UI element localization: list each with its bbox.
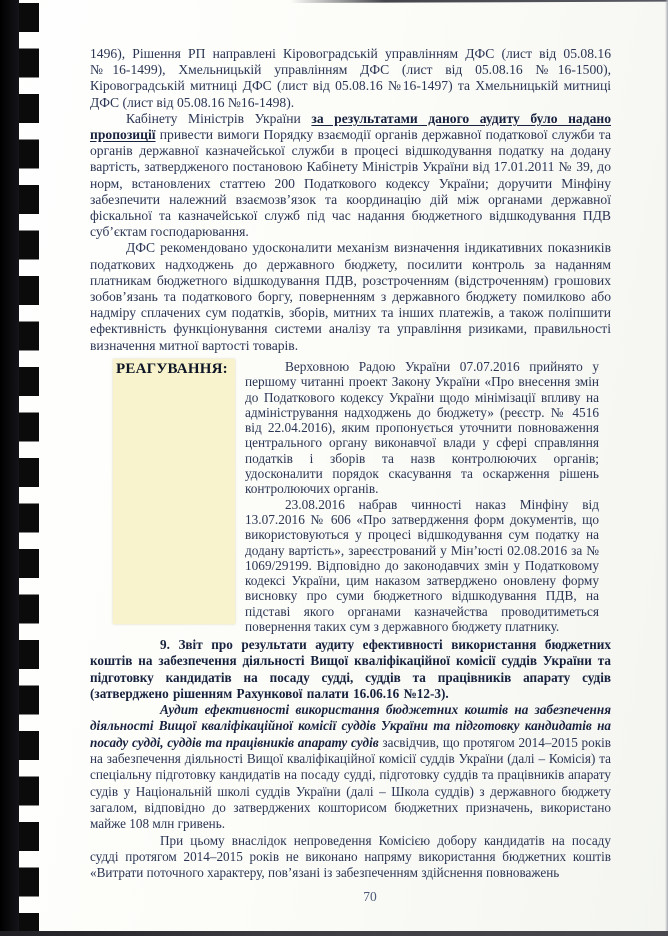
- scan-edge-top: [290, 0, 668, 3]
- body-text-block: [90, 46, 611, 354]
- dfs-recommendation-paragraph: ДФС рекомендовано удосконалити механізм визначення індикативних показників податкових надходжень до державного бюджету, посилити контроль за наданням платникам бюджетного відшкодування ПДВ, розстроченням (відстроченням) грошових зобов’язань та податкового боргу, поверненням з державного бюджету помилково або надміру сплачених сум податків, зборів, митних та інших платежів, а також поліпшити ефективність функціонування системи аналізу та управління ризиками, правильності визначення митної вартості товарів.: [90, 240, 611, 353]
- section-9-audit-paragraph: [90, 702, 611, 832]
- section-9-heading: 9. Звіт про результати аудиту ефективності використання бюджетних коштів на забезпечення діяльності Вищої кваліфікаційної комісії суддів України та підготовку кандидатів на посаду судді, суддів та працівників апарату судів (затверджено рішенням Рахункової палати 16.06.16 №12-3).: [90, 637, 611, 701]
- binding-comb-spine: [0, 0, 19, 936]
- section-9-block: [90, 637, 611, 881]
- cabinet-proposals-paragraph: [90, 111, 611, 241]
- reaction-paragraph-2: 23.08.2016 набрав чинності наказ Мінфіну від 13.07.2016 № 606 «Про затвердження форм документів, що використовуються у процесі відшкодування сум податку на додану вартість», зареєстрований у Мін’юсті 02.08.2016 за № 1069/29199. Відповідно до законодавчих змін у Податковому кодексі України, цим наказом затверджено оновлену форму висновку про суми бюджетного відшкодування ПДВ, на підставі якого органами казначейства проводитиметься повернення таких сум з державного бюджету платнику.: [245, 496, 599, 635]
- reaction-highlight-box: [113, 359, 235, 624]
- scan-edge-bottom: [0, 931, 668, 936]
- section-9-closing-paragraph: При цьому внаслідок непроведення Комісією добору кандидатів на посаду судді протягом 2014–2015 років не виконано напряму використання бюджетних коштів «Витрати поточного характеру, пов’язані із забезпеченням здійснення повноважень: [90, 832, 611, 881]
- reaction-text-column: [245, 359, 611, 634]
- audit-bold-italic-phrase: Аудит ефективності використання бюджетних коштів на забезпечення діяльності Вищої кваліфікаційної комісії суддів України та підготовку кандидатів на посаду судді, суддів та працівників апарату судів: [90, 702, 611, 750]
- reaction-label: РЕАГУВАННЯ:: [116, 361, 228, 377]
- page-number: 70: [363, 889, 377, 904]
- cabinet-paragraph-pre: Кабінету Міністрів України: [126, 110, 312, 126]
- bold-underline-phrase: за результатами даного аудиту було надано пропозиції: [90, 110, 612, 143]
- audit-paragraph-rest: засвідчив, що протягом 2014–2015 років на забезпечення діяльності Вищої кваліфікаційної комісії суддів України (далі – Комісія) та спеціальну підготовку кандидатів на посаду судді, підготовку суддів та працівників апарату судів у Національній школі суддів України (далі – Школа суддів) з державного бюджету загалом, відповідно до затверджених кошторисом бюджетних призначень, використано майже 108 млн гривень.: [90, 734, 612, 832]
- reaction-section: [90, 359, 611, 634]
- reaction-paragraph-1: Верховною Радою України 07.07.2016 прийнято у першому читанні проект Закону України «Про внесення змін до Податкового кодексу України щодо мінімізації впливу на адміністрування надходжень до бюджету» (реєстр. № 4516 від 22.04.2016), яким пропонується уточнити повноваження центрального органу виконавчої влади у сфері справляння податків і зборів та назв контролюючих органів; удосконалити порядок скасування та оскарження рішень контролюючих органів.: [245, 359, 599, 497]
- continuation-paragraph: 1496), Рішення РП направлені Кіровоградській управлінням ДФС (лист від 05.08.16 №16-1499), Хмельницькій управлінням ДФС (лист від 05.08.16 №16-1500), Кіровоградській митниці ДФС (лист від 05.08.16 №16-1497) та Хмельницькій митниці ДФС (лист від 05.08.16 №16-1498).: [90, 46, 611, 110]
- cabinet-paragraph-post: привести вимоги Порядку взаємодії органів державної податкової служби та органів державної казначейської служби в процесі відшкодування податку на додану вартість, затвердженого постановою Кабінету Міністрів України від 17.01.2011 № 39, до норм, встановлених статтею 200 Податкового кодексу України; доручити Мінфіну забезпечити належний взаємозв’язок та координацію дій між органами державної фіскальної та казначейської служб під час надання бюджетного відшкодування ПДВ суб’єктам господарювання.: [90, 127, 611, 240]
